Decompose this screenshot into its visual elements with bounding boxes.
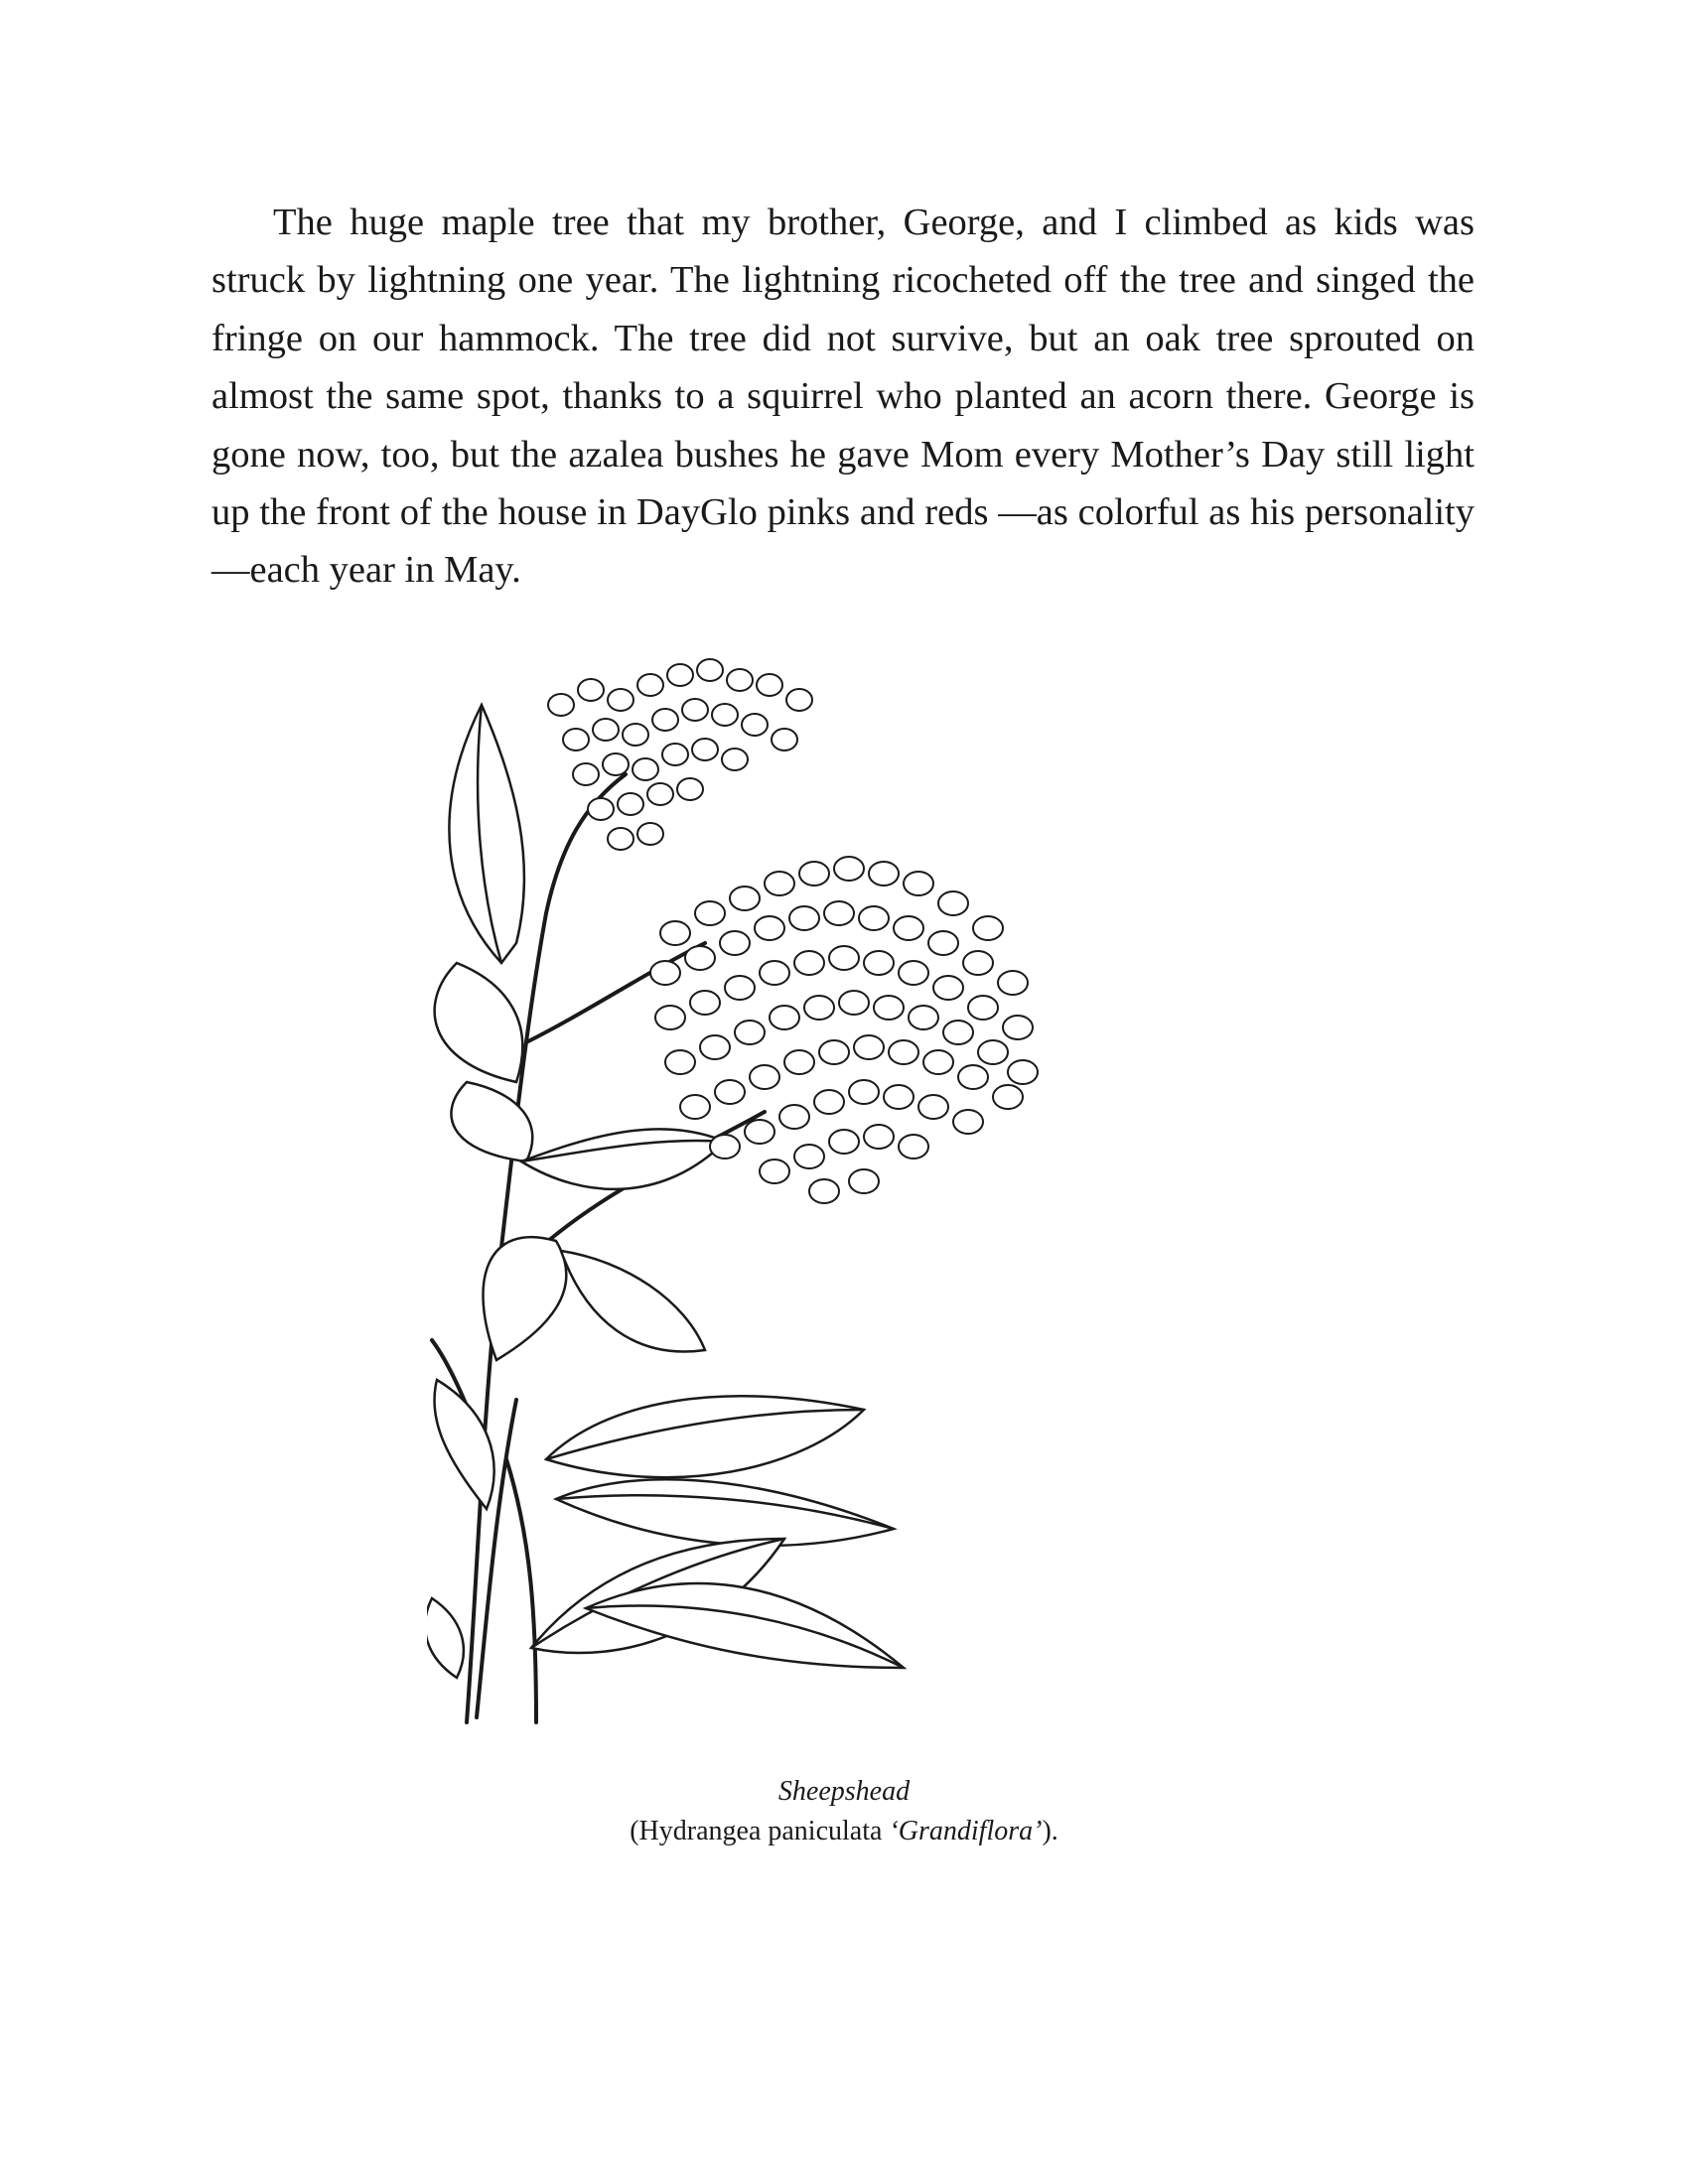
caption-botanical-name [0, 1812, 1688, 1851]
figure-caption [0, 1772, 1688, 1851]
caption-close: ). [1042, 1816, 1058, 1846]
caption-genus-species: Hydrangea paniculata [638, 1816, 883, 1846]
hydrangea-illustration [427, 645, 1261, 1727]
caption-open-paren: ( [630, 1816, 639, 1846]
caption-cultivar: ‘Grandiflora’ [889, 1816, 1043, 1846]
body-paragraph: The huge maple tree that my brother, George, and I climbed as kids was struck by lightning one year. The lightning ricocheted off the tree and singed the fringe on our hammock. The tree did not survive, but an oak tree sprouted on almost the same spot, thanks to a squirrel who planted an acorn there. George is gone now, too, but the azalea bushes he gave Mom every Mother’s Day still light up the front of the house in DayGlo pinks and reds —as colorful as his personality—each year in May. [211, 202, 1475, 592]
caption-common-name: Sheepshead [777, 1776, 911, 1807]
